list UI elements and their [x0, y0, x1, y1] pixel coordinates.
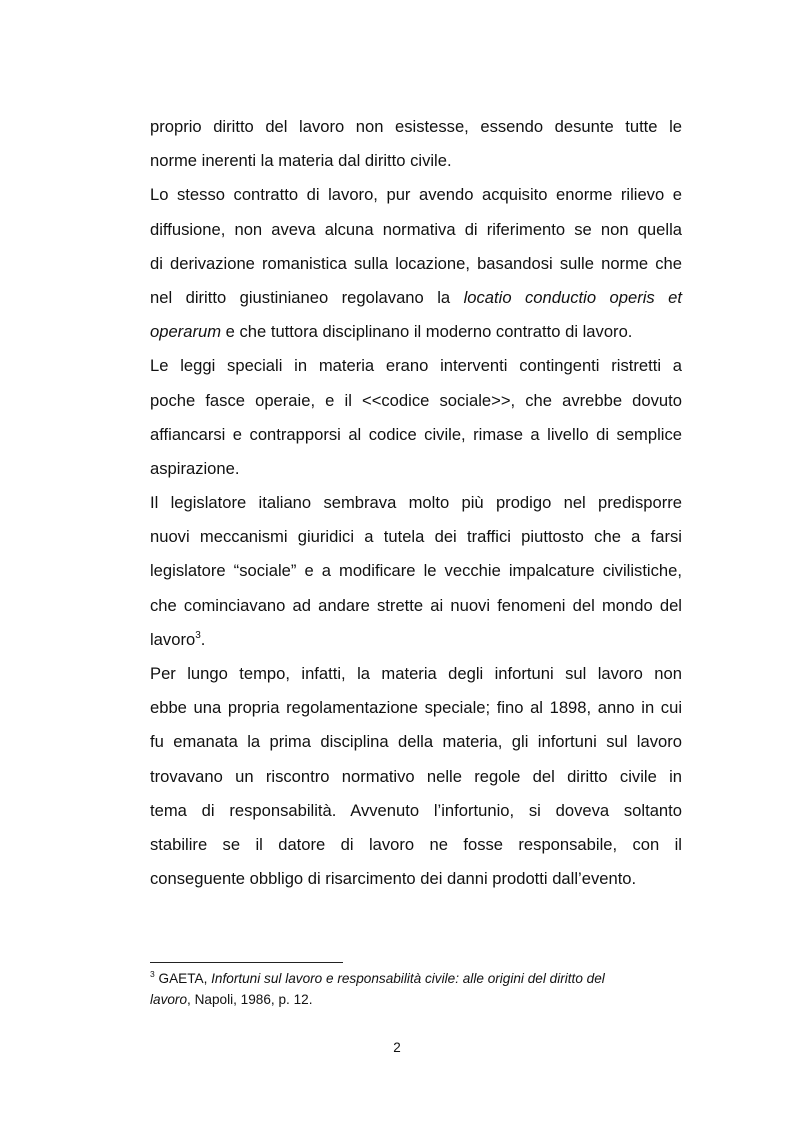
text-line: che cominciavano ad andare strette ai nuovi fenomeni del mondo del — [150, 595, 682, 615]
text-line: tema di responsabilità. Avvenuto l’infortunio, si doveva soltanto — [150, 800, 682, 820]
text-line: ebbe una propria regolamentazione speciale; fino al 1898, anno in cui — [150, 698, 682, 718]
footnote-line: lavoro, Napoli, 1986, p. 12. — [150, 992, 313, 1007]
text-line: operarum e che tuttora disciplinano il moderno contratto di lavoro. — [150, 322, 633, 342]
text-line: proprio diritto del lavoro non esistesse, essendo desunte tutte le — [150, 117, 682, 136]
text-line: lavoro$^3$. — [150, 629, 206, 649]
text-line: conseguente obbligo di risarcimento dei danni prodotti dall’evento. — [150, 869, 637, 889]
page-number: 2 — [393, 1040, 401, 1055]
text-line: diffusione, non aveva alcuna normativa di riferimento se non quella — [150, 219, 682, 239]
text-line: affiancarsi e contrapporsi al codice civile, rimase a livello di semplice — [150, 424, 682, 444]
text-line: di derivazione romanistica sulla locazione, basandosi sulle norme che — [150, 253, 682, 273]
text-line: poche fasce operaie, e il <<codice sociale>>, che avrebbe dovuto — [150, 390, 682, 410]
text-line: nuovi meccanismi giuridici a tutela dei traffici piuttosto che a farsi — [150, 527, 682, 547]
text-line: Lo stesso contratto di lavoro, pur avendo acquisito enorme rilievo e — [150, 185, 682, 205]
text-line: Per lungo tempo, infatti, la materia degli infortuni sul lavoro non — [150, 664, 682, 683]
text-line: stabilire se il datore di lavoro ne fosse responsabile, con il — [150, 834, 682, 854]
text-line: Il legislatore italiano sembrava molto più prodigo nel predisporre — [150, 493, 682, 513]
text-line: trovavano un riscontro normativo nelle regole del diritto civile in — [150, 766, 682, 786]
text-line: legislatore “sociale” e a modificare le vecchie impalcature civilistiche, — [150, 561, 682, 581]
footnote-line: $^3$ GAETA, Infortuni sul lavoro e responsabilità civile: alle origini del diritto del — [150, 969, 605, 986]
footnote-marker: 3 — [150, 969, 155, 979]
text-line: fu emanata la prima disciplina della materia, gli infortuni sul lavoro — [150, 732, 682, 752]
text-line: Le leggi speciali in materia erano interventi contingenti ristretti a — [150, 356, 682, 376]
footnote-reference[interactable]: 3 — [195, 629, 201, 641]
text-line: norme inerenti la materia dal diritto civile. — [150, 151, 452, 171]
text-line: nel diritto giustinianeo regolavano la locatio conductio operis et — [150, 287, 682, 307]
body-text — [150, 110, 682, 896]
footnote-separator — [150, 962, 343, 963]
footnote — [150, 968, 682, 1010]
text-line: aspirazione. — [150, 458, 240, 478]
